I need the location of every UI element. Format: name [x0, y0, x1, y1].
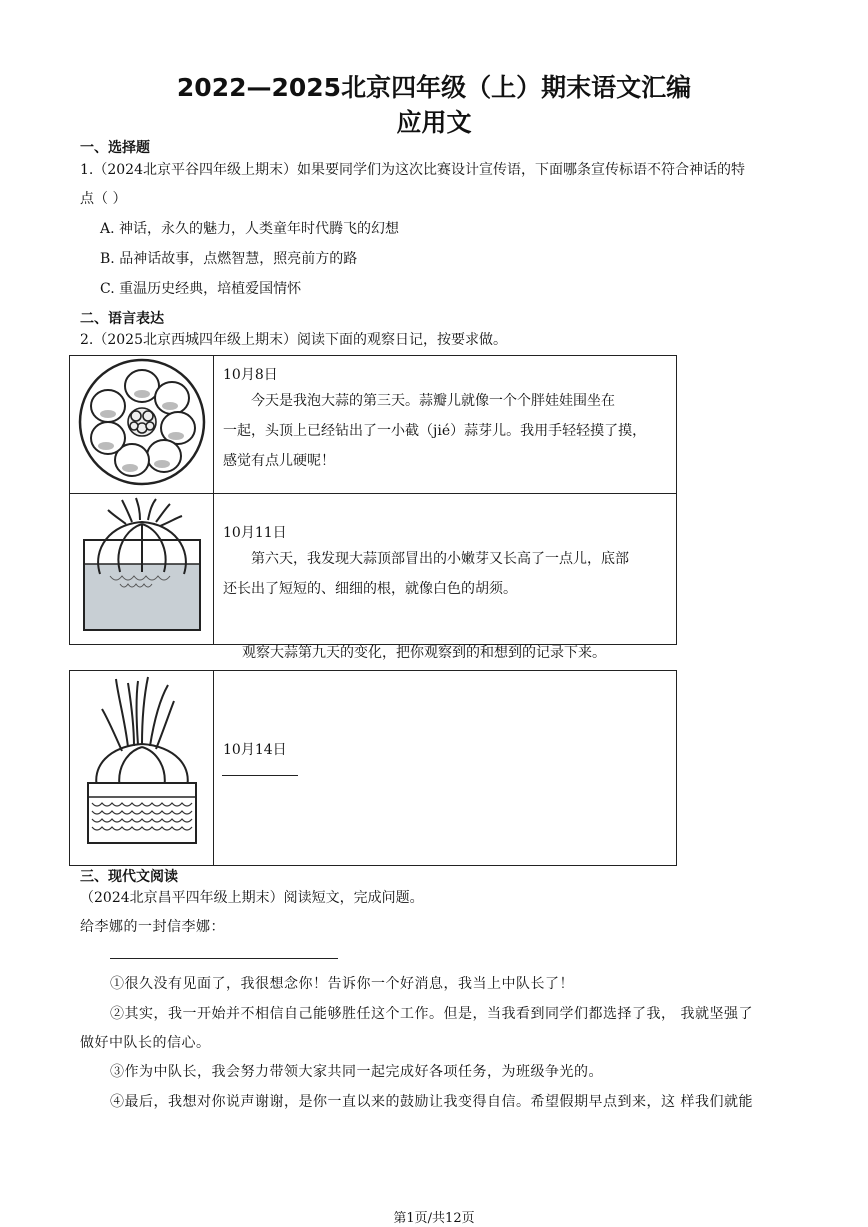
letter-underline [110, 958, 338, 959]
diary-image-cell [70, 494, 214, 645]
question-1-line-2: 点（ ） [80, 191, 127, 207]
garlic-sprouting-illustration [70, 494, 213, 640]
garlic-top-view-illustration [70, 356, 213, 489]
diary-date: 10月11日 [223, 525, 287, 541]
diary-text-cell [214, 356, 677, 494]
diary-date: 10月8日 [223, 367, 278, 383]
diary-line: 一起，头顶上已经钻出了一小截（jié）蒜芽儿。我用手轻轻摸了摸， [223, 423, 647, 439]
option-a: A. 神话，永久的魅力，人类童年时代腾飞的幻想 [100, 221, 400, 237]
diary-line: 还长出了短短的、细细的根，就像白色的胡须。 [223, 581, 517, 597]
diary-line: 第六天，我发现大蒜顶部冒出的小嫩芽又长高了一点儿，底部 [251, 551, 629, 567]
diary-text-cell [214, 494, 677, 645]
diary-image-cell [70, 671, 214, 866]
diary-row [70, 356, 677, 494]
section-heading-expression: 二、语言表达 [80, 311, 164, 327]
letter-paragraph: ③作为中队长，我会努力带领大家共同一起完成好各项任务，为班级争光的。 [110, 1064, 603, 1080]
question-2: 2.（2025北京西城四年级上期末）阅读下面的观察日记，按要求做。 [80, 332, 507, 348]
page-number: 第1页/共12页 [393, 1211, 475, 1226]
diary-image-cell [70, 356, 214, 494]
diary-line: 感觉有点儿硬呢！ [223, 453, 335, 469]
letter-paragraph: ①很久没有见面了，我很想念你！告诉你一个好消息，我当上中队长了！ [110, 976, 574, 992]
observation-diary-table [69, 355, 677, 645]
observation-answer-table [69, 670, 677, 866]
option-b: B. 品神话故事，点燃智慧，照亮前方的路 [100, 251, 358, 267]
diary-row [70, 671, 677, 866]
section-heading-choice: 一、选择题 [80, 140, 150, 156]
diary-line: 今天是我泡大蒜的第三天。蒜瓣儿就像一个个胖娃娃围坐在 [251, 393, 615, 409]
diary-date: 10月14日 [223, 742, 287, 758]
garlic-grown-illustration [70, 671, 213, 861]
diary-instruction: 观察大蒜第九天的变化，把你观察到的和想到的记录下来。 [242, 645, 606, 661]
letter-title: 给李娜的一封信李娜： [80, 919, 225, 935]
letter-paragraph: ④最后，我想对你说声谢谢，是你一直以来的鼓励让我变得自信。希望假期早点到来，这 样我们就能 [110, 1094, 753, 1110]
letter-paragraph: ②其实，我一开始并不相信自己能够胜任这个工作。但是，当我看到同学们都选择了我， 我就坚强了 [110, 1006, 753, 1022]
diary-row [70, 494, 677, 645]
diary-text-cell [214, 671, 677, 866]
document-title: 2022—2025北京四年级（上）期末语文汇编 [176, 73, 692, 102]
option-c: C. 重温历史经典，培植爱国情怀 [100, 281, 302, 297]
answer-blank[interactable] [222, 761, 298, 776]
question-1-line-1: 1.（2024北京平谷四年级上期末）如果要同学们为这次比赛设计宣传语，下面哪条宣传标语不符合神话的特 [80, 162, 745, 178]
document-subtitle: 应用文 [396, 108, 472, 137]
letter-paragraph: 做好中队长的信心。 [80, 1035, 211, 1051]
reading-source: （2024北京昌平四年级上期末）阅读短文，完成问题。 [80, 890, 424, 906]
section-heading-reading: 三、现代文阅读 [80, 869, 178, 885]
